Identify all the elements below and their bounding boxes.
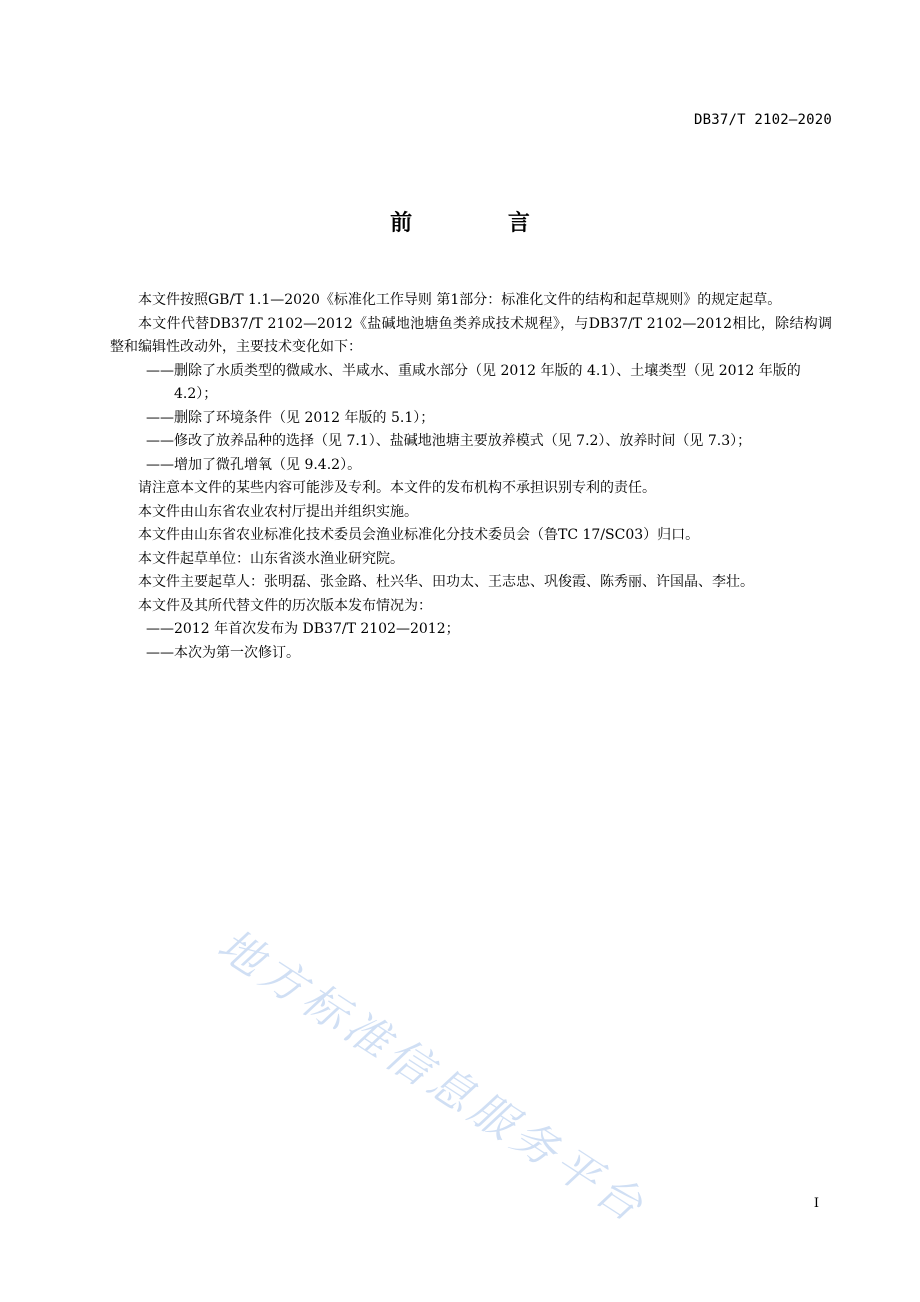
paragraph: 本文件及其所代替文件的历次版本发布情况为：: [138, 597, 432, 614]
paragraph: 本文件按照GB/T 1.1—2020《标准化工作导则 第1部分：标准化文件的结构和起草规则》的规定起草。: [138, 292, 782, 308]
paragraph: 本文件由山东省农业标准化技术委员会渔业标准化分技术委员会（鲁TC 17/SC03）归口。: [138, 527, 700, 543]
document-code: DB37/T 2102—2020: [693, 112, 832, 128]
paragraph: 本文件起草单位：山东省淡水渔业研究院。: [138, 550, 404, 567]
watermark: 地方标准信息服务平台: [208, 919, 656, 1235]
change-list-item: ——删除了水质类型的微咸水、半咸水、重咸水部分（见 2012 年版的 4.1）、土壤类型（见 2012 年版的 4.2）；: [146, 362, 801, 402]
change-list-item: ——增加了微孔增氧（见 9.4.2）。: [146, 456, 362, 473]
paragraph: 本文件代替DB37/T 2102—2012《盐碱地池塘鱼类养成技术规程》，与DB37/T 2102—2012相比，除结构调整和编辑性改动外，主要技术变化如下：: [110, 315, 832, 355]
history-list-item: ——本次为第一次修订。: [146, 644, 300, 661]
paragraph: 本文件由山东省农业农村厅提出并组织实施。: [138, 503, 418, 520]
page-number: I: [813, 1196, 819, 1211]
page-title: 前 言: [390, 211, 574, 236]
paragraph: 本文件主要起草人：张明磊、张金路、杜兴华、田功太、王志忠、巩俊霞、陈秀丽、许国晶、李壮。: [138, 574, 754, 590]
change-list-item: ——删除了环境条件（见 2012 年版的 5.1）；: [146, 409, 435, 426]
paragraph: 请注意本文件的某些内容可能涉及专利。本文件的发布机构不承担识别专利的责任。: [138, 480, 656, 496]
change-list-item: ——修改了放养品种的选择（见 7.1）、盐碱地池塘主要放养模式（见 7.2）、放养时间（见 7.3）；: [146, 433, 752, 449]
history-list-item: ——2012 年首次发布为 DB37/T 2102—2012；: [146, 621, 460, 637]
foreword-body: [110, 289, 832, 665]
